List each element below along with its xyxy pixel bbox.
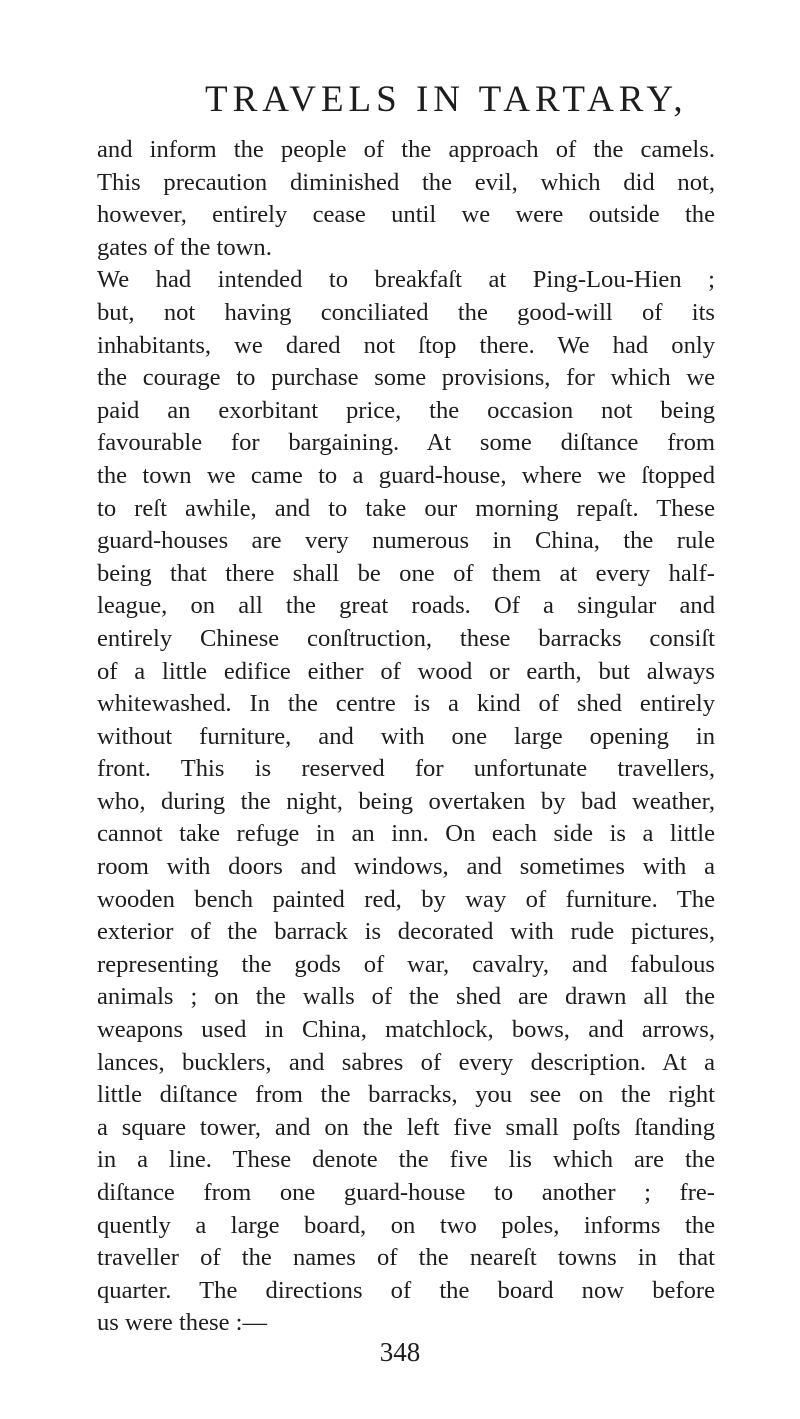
text-line: This precaution diminished the evil, which did not, — [97, 168, 715, 196]
text-line: guard-houses are very numerous in China, the rule — [97, 527, 715, 555]
text-line: in a line. These denote the five lis which are the — [97, 1146, 715, 1174]
text-line: little diſtance from the barracks, you see on the right — [97, 1081, 715, 1109]
text-line: exterior of the barrack is decorated with rude pictures, — [97, 918, 715, 946]
text-line: without furniture, and with one large opening in — [97, 722, 715, 750]
text-line: quently a large board, on two poles, informs the — [97, 1211, 715, 1239]
text-line: and inform the people of the approach of the camels. — [97, 136, 715, 163]
text-line: us were these :— — [97, 1309, 268, 1337]
text-line: weapons used in China, matchlock, bows, and arrows, — [97, 1016, 715, 1044]
text-line: favourable for bargaining. At some diſtance from — [97, 429, 715, 457]
text-line: room with doors and windows, and sometimes with a — [97, 853, 715, 881]
text-line: quarter. The directions of the board now before — [97, 1276, 715, 1304]
page-number: 348 — [379, 1337, 421, 1367]
text-line: the town we came to a guard-house, where we ſtopped — [97, 461, 715, 489]
running-head: TRAVELS IN TARTARY, — [205, 79, 688, 120]
text-line: who, during the night, being overtaken by bad weather, — [97, 787, 715, 815]
text-line: front. This is reserved for unfortunate travellers, — [97, 755, 715, 783]
text-line: the courage to purchase some provisions, for which we — [97, 364, 715, 392]
text-line: wooden bench painted red, by way of furniture. The — [97, 885, 715, 913]
text-line: diſtance from one guard-house to another ; fre- — [97, 1179, 715, 1206]
text-line: paid an exorbitant price, the occasion not being — [97, 396, 715, 424]
body-text — [97, 134, 715, 1340]
text-line: traveller of the names of the neareſt towns in that — [97, 1244, 715, 1272]
text-line: however, entirely cease until we were outside the — [97, 201, 715, 229]
text-line: lances, bucklers, and sabres of every description. At a — [97, 1048, 715, 1076]
text-line: to reſt awhile, and to take our morning repaſt. These — [97, 494, 715, 522]
text-line: gates of the town. — [97, 233, 272, 261]
text-line: but, not having conciliated the good-will of its — [97, 298, 715, 326]
text-line: being that there shall be one of them at every half- — [97, 559, 715, 587]
text-line: cannot take refuge in an inn. On each side is a little — [97, 820, 715, 848]
text-line: a square tower, and on the left five small poſts ſtanding — [97, 1113, 715, 1141]
text-line: whitewashed. In the centre is a kind of shed entirely — [97, 690, 715, 718]
text-line: league, on all the great roads. Of a singular and — [97, 592, 715, 620]
text-line: representing the gods of war, cavalry, and fabulous — [97, 950, 715, 978]
text-line: We had intended to breakfaſt at Ping-Lou-Hien ; — [97, 266, 715, 294]
text-line: of a little edifice either of wood or earth, but always — [97, 657, 715, 685]
text-line: animals ; on the walls of the shed are drawn all the — [97, 983, 715, 1011]
text-line: inhabitants, we dared not ſtop there. We had only — [97, 331, 715, 359]
text-line: entirely Chinese conſtruction, these barracks consiſt — [97, 624, 715, 652]
